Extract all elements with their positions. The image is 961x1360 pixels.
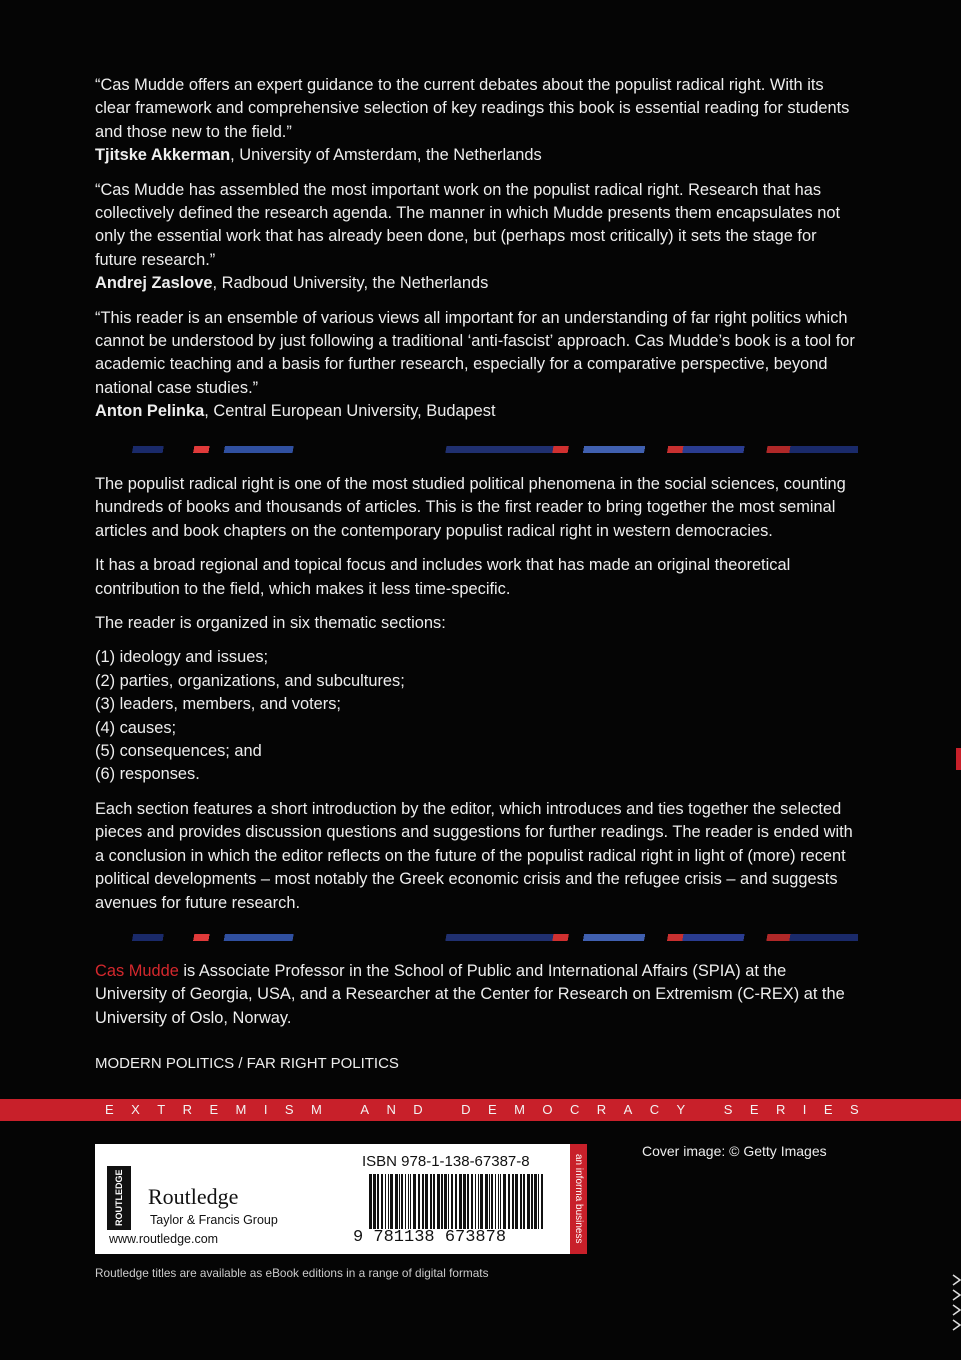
ebook-note: Routledge titles are available as eBook editions in a range of digital formats — [95, 1266, 489, 1280]
endorsements — [95, 74, 861, 435]
barcode-bar — [478, 1174, 479, 1229]
list-item: (3) leaders, members, and voters; — [95, 695, 341, 714]
series-letter: M — [235, 1102, 247, 1117]
barcode-bar — [408, 1174, 409, 1229]
barcode-bar — [515, 1174, 518, 1229]
series-letter: A — [360, 1102, 370, 1117]
description-paragraph: The populist radical right is one of the most studied political phenomena in the social sciences, counting hundreds of books and thousands of articles. This is the first reader to bring together the most seminal articles and book chapters on the contemporary populist radical right in western democracies. — [95, 475, 846, 540]
isbn-label: ISBN 978-1-138-67387-8 — [362, 1153, 530, 1170]
series-letter: Y — [676, 1102, 686, 1117]
barcode-bar — [523, 1174, 525, 1229]
barcode-bar — [381, 1174, 383, 1229]
barcode-bar — [531, 1174, 533, 1229]
series-letter: T — [157, 1102, 166, 1117]
barcode-bar — [385, 1174, 386, 1229]
series-letter — [703, 1099, 707, 1121]
barcode-bar — [455, 1174, 457, 1229]
series-letter: M — [514, 1102, 525, 1117]
series-letter: N — [386, 1102, 396, 1117]
barcode-bar — [463, 1174, 466, 1229]
list-item: (5) consequences; and — [95, 742, 262, 761]
endorsement-quote: “Cas Mudde has assembled the most important work on the populist radical right. Research that has collectively defined the research agenda. The manner in which Mudde presents them encapsulates not only the essential work that has already been done, but (perhaps most critically) it sets the stage for future research.” Andrej Zaslove, Radboud University, the Netherlands — [95, 180, 841, 293]
endorser-affiliation: , Central European University, Budapest — [204, 402, 496, 421]
barcode-bar — [425, 1174, 428, 1229]
barcode-bar — [444, 1174, 447, 1229]
barcode-bar — [401, 1174, 403, 1229]
series-letter: E — [209, 1102, 219, 1117]
cover-credit: Cover image: © Getty Images — [642, 1143, 827, 1159]
series-letter: X — [131, 1102, 140, 1117]
list-item: (6) responses. — [95, 765, 200, 784]
decorative-divider — [95, 934, 858, 941]
barcode-bar — [395, 1174, 398, 1229]
list-item: (1) ideology and issues; — [95, 648, 269, 667]
barcode-bar — [418, 1174, 420, 1229]
barcode-bar — [471, 1174, 473, 1229]
informa-badge: an informa business — [570, 1144, 587, 1254]
edge-marker — [956, 748, 961, 770]
series-letter: S — [723, 1102, 733, 1117]
endorser-affiliation: , Radboud University, the Netherlands — [212, 274, 489, 293]
series-letter: D — [461, 1102, 471, 1117]
publisher-panel — [95, 1144, 587, 1254]
barcode-icon — [369, 1174, 547, 1229]
description-paragraph: The reader is organized in six thematic sections: — [95, 614, 446, 633]
barcode-bar — [480, 1174, 483, 1229]
barcode-bar — [410, 1174, 411, 1229]
publisher-url: www.routledge.com — [109, 1232, 219, 1246]
series-letter: E — [749, 1102, 759, 1117]
barcode-bar — [541, 1174, 543, 1229]
barcode-bar — [508, 1174, 510, 1229]
series-letter: E — [823, 1102, 833, 1117]
barcode-bar — [413, 1174, 416, 1229]
barcode-bar — [527, 1174, 530, 1229]
barcode-bar — [451, 1174, 453, 1229]
series-band — [0, 1099, 961, 1121]
barcode-bar — [489, 1174, 490, 1229]
description-paragraph: It has a broad regional and topical focus and includes work that has made an original theoretical contribution to the field, which makes it less time-specific. — [95, 556, 791, 598]
section-list — [95, 646, 861, 786]
endorser-name: Tjitske Akkerman — [95, 146, 231, 165]
barcode-bar — [520, 1174, 522, 1229]
series-letter: E — [488, 1102, 497, 1117]
endorsement-quote: “This reader is an ensemble of various views all important for an understanding of far right politics which cannot be understood by just following a traditional ‘anti-fascist’ approach. Cas Mudde’s book is a tool for academic teaching and a basis for further research, especially for a comparative perspective, beyond national case studies.” Anton Pelinka, Central European University, Budapest — [95, 308, 855, 421]
series-letter: C — [649, 1102, 660, 1117]
barcode-bar — [495, 1174, 496, 1229]
series-letter: R — [182, 1102, 192, 1117]
series-letter: S — [849, 1102, 859, 1117]
author-bio — [95, 960, 861, 1030]
publisher-name: Routledge — [148, 1184, 239, 1209]
barcode-bar — [430, 1174, 432, 1229]
barcode-bar — [405, 1174, 406, 1229]
barcode-bar — [441, 1174, 443, 1229]
series-title — [105, 1099, 859, 1121]
barcode-bar — [390, 1174, 393, 1229]
barcode-bar — [377, 1174, 379, 1229]
barcode-digits: 9 781138 673878 — [353, 1228, 507, 1247]
barcode-bar — [388, 1174, 389, 1229]
series-letter: D — [413, 1102, 423, 1117]
series-letter: C — [569, 1102, 580, 1117]
barcode-bar — [498, 1174, 499, 1229]
endorser-name: Anton Pelinka — [95, 402, 205, 421]
author-bio-text: is Associate Professor in the School of Public and International Affairs (SPIA) at the University of Georgia, USA, and a Researcher at the Center for Research on Extremism (C-REX) at the University of Oslo, Norway. — [95, 962, 845, 1027]
barcode-bar — [538, 1174, 539, 1229]
series-letter: O — [542, 1102, 553, 1117]
list-item: (2) parties, organizations, and subcultures; — [95, 671, 405, 690]
subject-category: MODERN POLITICS / FAR RIGHT POLITICS — [95, 1055, 399, 1072]
barcode-bar — [373, 1174, 376, 1229]
book-description — [95, 473, 861, 926]
endorsement-quote: “Cas Mudde offers an expert guidance to the current debates about the populist radical right. With its clear framework and comprehensive selection of key readings this book is essential reading for students and those new to the field.” Tjitske Akkerman, University of Amsterdam, the Netherlands — [95, 76, 850, 165]
barcode-bar — [503, 1174, 506, 1229]
barcode-bar — [500, 1174, 501, 1229]
series-letter: R — [775, 1102, 786, 1117]
endorser-affiliation: , University of Amsterdam, the Netherlands — [230, 146, 542, 165]
description-paragraph: Each section features a short introduction by the editor, which introduces and ties together the selected pieces and provides discussion questions and suggestions for further readings. The reader is ended with a conclusion in which the editor reflects on the future of the populist radical right in light of (more) recent political developments – most notably the Greek economic crisis and the refugee crisis – and suggests avenues for future research. — [95, 799, 853, 912]
barcode-bar — [422, 1174, 424, 1229]
barcode-bar — [437, 1174, 440, 1229]
barcode-bar — [433, 1174, 435, 1229]
spine-glyphs-icon — [951, 1270, 961, 1360]
series-letter — [440, 1099, 444, 1121]
list-item: (4) causes; — [95, 718, 177, 737]
routledge-logo-mark: ROUTLEDGE — [107, 1166, 131, 1230]
barcode-bar — [369, 1174, 372, 1229]
series-letter: S — [284, 1102, 294, 1117]
barcode-bar — [491, 1174, 493, 1229]
barcode-bar — [512, 1174, 514, 1229]
publisher-group: Taylor & Francis Group — [150, 1213, 278, 1227]
barcode-bar — [399, 1174, 400, 1229]
series-letter: I — [263, 1102, 268, 1117]
barcode-bar — [485, 1174, 488, 1229]
series-letter: M — [311, 1102, 322, 1117]
author-name: Cas Mudde — [95, 962, 179, 980]
series-letter: A — [623, 1102, 633, 1117]
series-letter: E — [105, 1102, 114, 1117]
decorative-divider — [95, 446, 858, 453]
series-letter: I — [802, 1102, 807, 1117]
series-letter — [339, 1099, 343, 1121]
barcode-bar — [459, 1174, 462, 1229]
barcode-bar — [475, 1174, 476, 1229]
series-letter: R — [596, 1102, 607, 1117]
barcode-bar — [534, 1174, 537, 1229]
barcode-bar — [467, 1174, 469, 1229]
barcode-bar — [448, 1174, 449, 1229]
endorser-name: Andrej Zaslove — [95, 274, 213, 293]
